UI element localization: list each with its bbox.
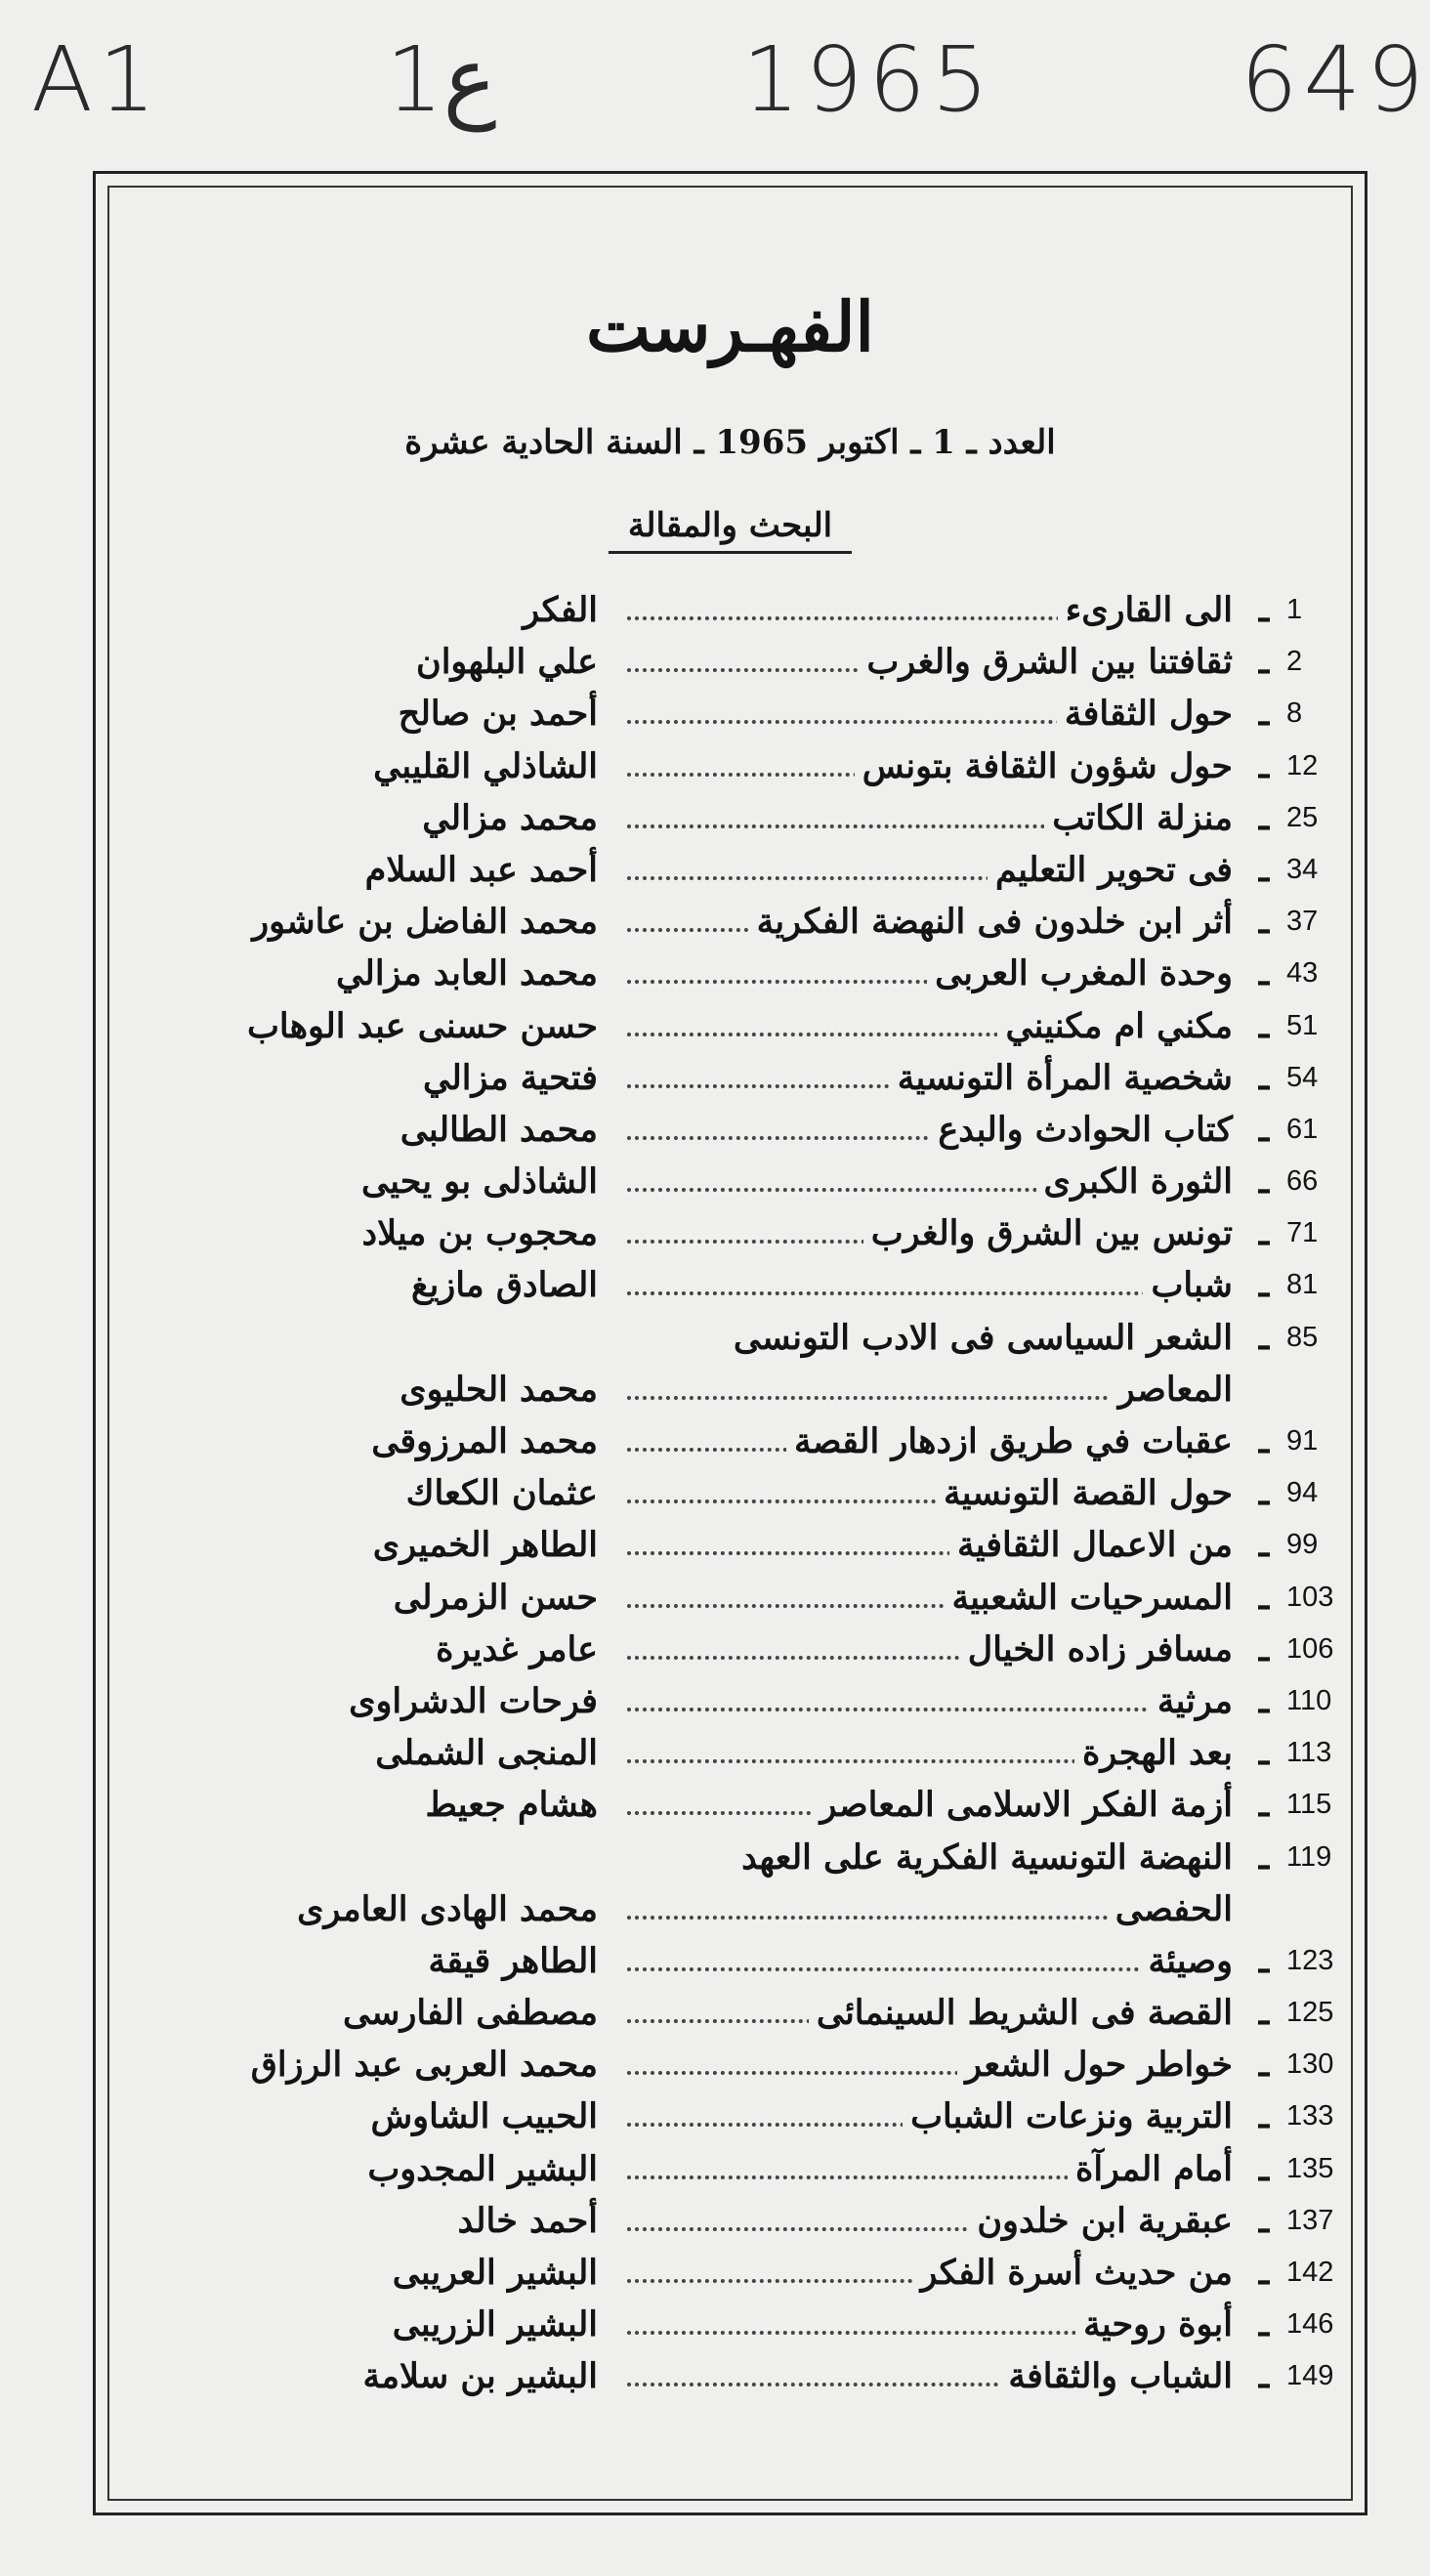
toc-dash: ـ <box>1258 1525 1270 1566</box>
toc-title-cell <box>627 1832 1233 1883</box>
toc-author: مصطفى الفارسى <box>342 1993 598 2034</box>
toc-entry <box>96 1832 1365 1883</box>
toc-entry <box>96 2299 1365 2350</box>
toc-title-cell <box>627 1104 1233 1156</box>
toc-page-number: 37 <box>1286 906 1319 938</box>
toc-entry <box>96 2143 1365 2195</box>
toc-dash: ـ <box>1258 1837 1270 1878</box>
toc-dash: ـ <box>1258 2304 1270 2345</box>
toc-title: أمام المرآة <box>1068 2149 1233 2189</box>
toc-page-number: 12 <box>1286 749 1319 781</box>
toc-title: عقبات في طريق ازدهار القصة <box>786 1421 1233 1461</box>
toc-author: الطاهر الخميرى <box>372 1525 598 1566</box>
toc-title-cell <box>627 1415 1233 1467</box>
toc-title: أزمة الفكر الاسلامى المعاصر <box>813 1785 1233 1825</box>
toc-title-cell <box>627 1207 1233 1259</box>
toc-dot-leader <box>627 1708 1233 1711</box>
handwritten-year: 1965 <box>742 27 995 132</box>
toc-dash: ـ <box>1258 1993 1270 2034</box>
toc-entry <box>96 1624 1365 1675</box>
toc-dash: ـ <box>1258 1473 1270 1514</box>
toc-dash: ـ <box>1258 590 1270 630</box>
toc-entry <box>96 1675 1365 1727</box>
toc-author: البشير الزريبى <box>392 2304 598 2345</box>
toc-author: هشام جعيط <box>425 1785 598 1826</box>
toc-author: عثمان الكعاك <box>405 1473 598 1514</box>
toc-dash: ـ <box>1258 1421 1270 1461</box>
toc-page-number: 149 <box>1286 2360 1334 2392</box>
handwritten-issue-mark: 1ع <box>386 27 497 132</box>
toc-entry <box>96 1779 1365 1831</box>
issue-line: العدد ـ 1 ـ اكتوبر 1965 ـ السنة الحادية عشرة <box>404 423 1056 462</box>
toc-title-cell <box>627 1572 1233 1624</box>
toc-page-number: 115 <box>1286 1789 1332 1821</box>
toc-title: من حديث أسرة الفكر <box>913 2253 1234 2293</box>
toc-dash: ـ <box>1258 2148 1270 2189</box>
toc-page-number: 91 <box>1286 1425 1319 1457</box>
toc-title: التربية ونزعات الشباب <box>903 2096 1233 2136</box>
toc-page-number: 113 <box>1286 1737 1332 1769</box>
toc-title-cell <box>627 792 1233 844</box>
toc-title-cell <box>627 636 1233 688</box>
toc-entry <box>96 1312 1365 1364</box>
toc-dash: ـ <box>1258 1680 1270 1721</box>
toc-page-number: 146 <box>1286 2308 1334 2341</box>
toc-title-cell <box>627 1052 1233 1104</box>
toc-dash: ـ <box>1258 1005 1270 1046</box>
toc-entry <box>96 740 1365 792</box>
toc-author: محمد العابد مزالي <box>336 953 598 994</box>
toc-title-cell <box>627 2247 1233 2299</box>
toc-page-number: 85 <box>1286 1321 1319 1353</box>
toc-title: أبوة روحية <box>1075 2304 1233 2344</box>
toc-dash: ـ <box>1258 1213 1270 1254</box>
toc-title: الحفصى <box>1108 1889 1233 1929</box>
toc-author: محمد الطالبى <box>400 1109 598 1150</box>
toc-author: فرحات الدشراوى <box>349 1680 598 1721</box>
toc-title-cell <box>627 2143 1233 2195</box>
toc-entry <box>96 896 1365 948</box>
toc-author: حسن الزمرلى <box>393 1577 598 1618</box>
toc-title-cell <box>627 1467 1233 1519</box>
toc-page-number: 133 <box>1286 2100 1334 2133</box>
toc-page-number: 81 <box>1286 1269 1319 1301</box>
toc-title: المعاصر <box>1111 1370 1233 1410</box>
toc-author: أحمد خالد <box>457 2200 598 2241</box>
toc-title-cell <box>627 1259 1233 1311</box>
toc-page-number: 25 <box>1286 801 1319 833</box>
toc-author: الفكر <box>523 590 598 630</box>
toc-entry <box>96 2350 1365 2402</box>
page-frame <box>93 171 1367 2515</box>
toc-author: حسن حسنى عبد الوهاب <box>246 1005 598 1046</box>
toc-dash: ـ <box>1258 2356 1270 2397</box>
toc-title-cell <box>627 1779 1233 1831</box>
toc-title-cell <box>627 1935 1233 1987</box>
toc-title-cell <box>627 584 1233 636</box>
toc-title-cell <box>627 2039 1233 2090</box>
toc-entry <box>96 1883 1365 1935</box>
toc-dash: ـ <box>1258 1109 1270 1150</box>
toc-title: كتاب الحوادث والبدع <box>930 1110 1233 1150</box>
toc-entry <box>96 792 1365 844</box>
toc-author: البشير بن سلامة <box>362 2356 598 2397</box>
toc-author: محمد العربى عبد الرزاق <box>250 2045 598 2086</box>
toc-title: الثورة الكبرى <box>1036 1161 1233 1202</box>
toc-author: الصادق مازيغ <box>410 1265 598 1306</box>
toc-title: وحدة المغرب العربى <box>927 953 1233 993</box>
toc-title-cell <box>627 1883 1233 1935</box>
toc-title: فى تحوير التعليم <box>988 850 1233 890</box>
toc-entry <box>96 1519 1365 1571</box>
toc-dash: ـ <box>1258 1057 1270 1098</box>
toc-page-number: 2 <box>1286 646 1303 678</box>
toc-entry <box>96 1727 1365 1779</box>
toc-entry <box>96 1467 1365 1519</box>
toc-author: محمد المرزوقى <box>371 1421 598 1461</box>
toc-page-number: 61 <box>1286 1113 1319 1145</box>
toc-title: منزلة الكاتب <box>1044 798 1233 838</box>
toc-title: الشعر السياسى فى الادب التونسى <box>726 1318 1233 1358</box>
toc-dash: ـ <box>1258 902 1270 943</box>
toc-dot-leader <box>627 1291 1233 1295</box>
toc-title-cell <box>627 688 1233 739</box>
toc-title: الى القارىء <box>1058 590 1233 630</box>
toc-dash: ـ <box>1258 1317 1270 1358</box>
toc-page-number: 103 <box>1286 1581 1334 1613</box>
toc-entry <box>96 2195 1365 2247</box>
toc-title: تونس بين الشرق والغرب <box>863 1213 1233 1253</box>
toc-title: المسرحيات الشعبية <box>944 1578 1233 1618</box>
toc-page-number: 71 <box>1286 1217 1319 1249</box>
table-of-contents <box>96 584 1365 2403</box>
toc-title-cell <box>627 2299 1233 2350</box>
toc-entry <box>96 1156 1365 1207</box>
toc-dash: ـ <box>1258 1940 1270 1981</box>
page-title: الفهـرست <box>586 286 874 367</box>
toc-title-cell <box>627 1675 1233 1727</box>
toc-author: البشير المجدوب <box>367 2148 598 2189</box>
toc-dash: ـ <box>1258 2200 1270 2241</box>
toc-entry <box>96 2090 1365 2142</box>
toc-author: البشير العريبى <box>392 2253 598 2293</box>
toc-author: محمد الهادى العامرى <box>297 1888 598 1929</box>
toc-title-cell <box>627 2090 1233 2142</box>
toc-page-number: 137 <box>1286 2204 1334 2236</box>
toc-entry <box>96 636 1365 688</box>
toc-author: محمد مزالي <box>422 797 598 838</box>
toc-entry <box>96 1000 1365 1052</box>
toc-title: شباب <box>1143 1265 1233 1305</box>
toc-title: خواطر حول الشعر <box>957 2045 1233 2085</box>
toc-title-cell <box>627 1727 1233 1779</box>
toc-entry <box>96 1104 1365 1156</box>
toc-page-number: 130 <box>1286 2048 1334 2081</box>
toc-dash: ـ <box>1258 2045 1270 2086</box>
toc-dash: ـ <box>1258 849 1270 890</box>
toc-page-number: 125 <box>1286 1997 1334 2029</box>
toc-page-number: 123 <box>1286 1944 1334 1976</box>
toc-entry <box>96 1207 1365 1259</box>
toc-title-cell <box>627 844 1233 896</box>
toc-title: القصة فى الشريط السينمائى <box>809 1993 1233 2033</box>
toc-entry <box>96 2247 1365 2299</box>
toc-title: من الاعمال الثقافية <box>949 1525 1233 1565</box>
toc-page-number: 54 <box>1286 1061 1319 1093</box>
toc-dash: ـ <box>1258 1161 1270 1203</box>
toc-title: أثر ابن خلدون فى النهضة الفكرية <box>749 902 1233 942</box>
toc-title-cell <box>627 2195 1233 2247</box>
toc-author: فتحية مزالي <box>422 1057 598 1098</box>
toc-author: عامر غديرة <box>436 1628 598 1669</box>
section-heading <box>96 506 1365 545</box>
toc-title-cell <box>627 2350 1233 2402</box>
toc-title-cell <box>627 1000 1233 1052</box>
toc-dash: ـ <box>1258 1628 1270 1669</box>
toc-page-number: 51 <box>1286 1009 1319 1041</box>
toc-dash: ـ <box>1258 2096 1270 2137</box>
toc-title-cell <box>627 1156 1233 1207</box>
toc-entry <box>96 1052 1365 1104</box>
toc-author: علي البلهوان <box>415 642 598 683</box>
toc-title: الشباب والثقافة <box>1000 2356 1233 2396</box>
toc-entry <box>96 2039 1365 2090</box>
toc-title-cell <box>627 1312 1233 1364</box>
toc-page-number: 1 <box>1286 594 1303 625</box>
toc-author: الطاهر قيقة <box>428 1940 598 1981</box>
toc-author: محمد الحليوى <box>400 1369 598 1410</box>
toc-dash: ـ <box>1258 745 1270 786</box>
toc-dash: ـ <box>1258 953 1270 994</box>
toc-dash: ـ <box>1258 642 1270 683</box>
toc-author: أحمد بن صالح <box>398 694 598 735</box>
toc-author: الشاذلى بو يحيى <box>361 1161 598 1203</box>
toc-author: الشاذلي القليبي <box>373 745 598 786</box>
handwritten-ref-code: A1 <box>31 27 162 132</box>
toc-title: مسافر زاده الخيال <box>960 1629 1233 1669</box>
toc-entry <box>96 1415 1365 1467</box>
toc-page-number: 99 <box>1286 1529 1319 1561</box>
toc-entry <box>96 584 1365 636</box>
toc-title: مكني ام مكنيني <box>997 1006 1233 1046</box>
toc-title: بعد الهجرة <box>1074 1733 1233 1773</box>
toc-page-number: 8 <box>1286 697 1303 730</box>
handwritten-page-number: 649 <box>1241 27 1430 132</box>
toc-title: حول شؤون الثقافة بتونس <box>855 746 1233 786</box>
toc-title: حول القصة التونسية <box>936 1473 1233 1513</box>
toc-title-cell <box>627 948 1233 999</box>
toc-dash: ـ <box>1258 1785 1270 1826</box>
toc-entry <box>96 1364 1365 1415</box>
toc-author: محمد الفاضل بن عاشور <box>252 902 598 943</box>
toc-dash: ـ <box>1258 1733 1270 1774</box>
toc-dash: ـ <box>1258 1265 1270 1306</box>
toc-author: محجوب بن ميلاد <box>361 1213 598 1254</box>
toc-entry <box>96 948 1365 999</box>
toc-author: المنجى الشملى <box>375 1733 598 1774</box>
toc-page-number: 106 <box>1286 1632 1334 1665</box>
toc-page-number: 94 <box>1286 1477 1319 1509</box>
toc-page-number: 119 <box>1286 1840 1332 1873</box>
toc-title-cell <box>627 1987 1233 2039</box>
toc-dash: ـ <box>1258 694 1270 735</box>
toc-page-number: 135 <box>1286 2152 1334 2184</box>
toc-page-number: 34 <box>1286 853 1319 885</box>
toc-entry <box>96 1259 1365 1311</box>
toc-title: النهضة التونسية الفكرية على العهد <box>734 1837 1233 1878</box>
toc-title-cell <box>627 1364 1233 1415</box>
toc-title: عبقرية ابن خلدون <box>969 2201 1233 2241</box>
section-heading-text: البحث والمقالة <box>609 506 852 554</box>
toc-title-cell <box>627 1624 1233 1675</box>
toc-title: شخصية المرأة التونسية <box>890 1058 1233 1098</box>
toc-dash: ـ <box>1258 1577 1270 1618</box>
toc-entry <box>96 844 1365 896</box>
toc-page-number: 66 <box>1286 1165 1319 1198</box>
toc-title: وصيئة <box>1140 1941 1233 1981</box>
toc-entry <box>96 1987 1365 2039</box>
toc-title-cell <box>627 896 1233 948</box>
toc-page-number: 43 <box>1286 957 1319 990</box>
toc-title: ثقافتنا بين الشرق والغرب <box>859 642 1233 682</box>
toc-page-number: 142 <box>1286 2257 1334 2288</box>
toc-title: مرثية <box>1150 1681 1233 1721</box>
toc-author: أحمد عبد السلام <box>364 849 598 890</box>
toc-entry <box>96 1572 1365 1624</box>
toc-title: حول الثقافة <box>1057 694 1233 734</box>
toc-title-cell <box>627 1519 1233 1571</box>
toc-page-number: 110 <box>1286 1684 1332 1716</box>
toc-author: الحبيب الشاوش <box>370 2096 598 2137</box>
toc-entry <box>96 1935 1365 1987</box>
toc-dash: ـ <box>1258 797 1270 838</box>
toc-title-cell <box>627 740 1233 792</box>
toc-entry <box>96 688 1365 739</box>
toc-dash: ـ <box>1258 2253 1270 2293</box>
